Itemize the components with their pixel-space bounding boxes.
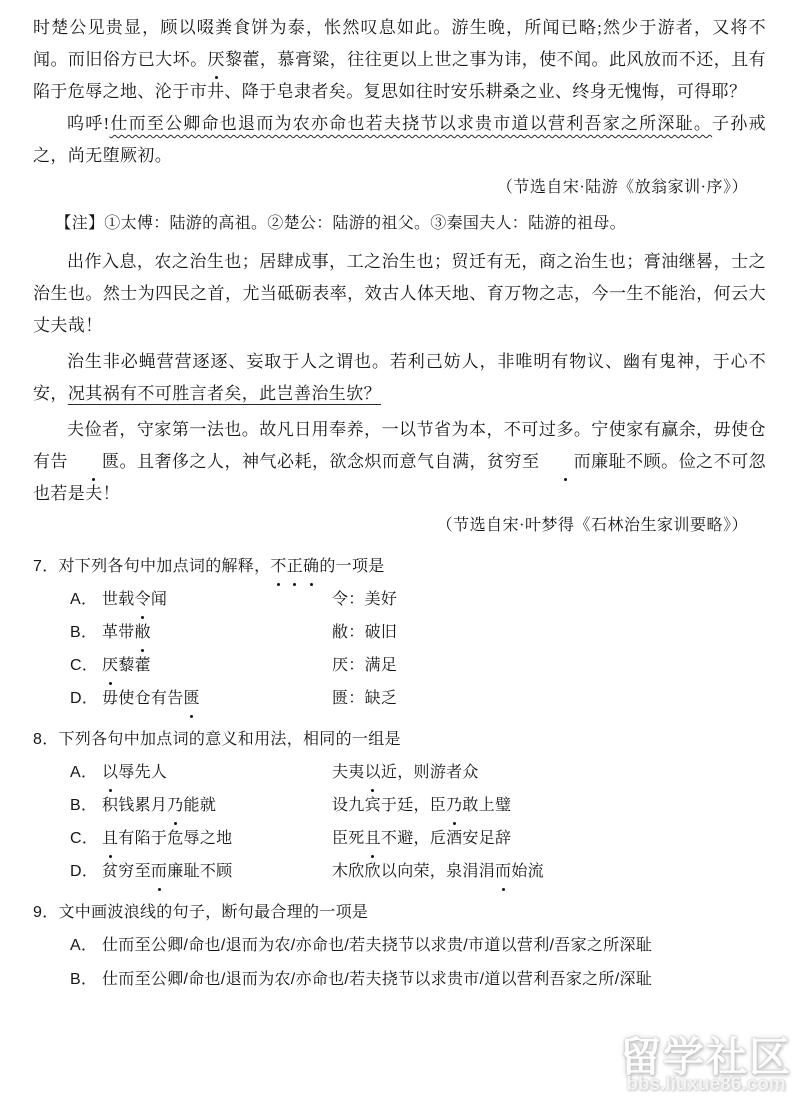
option-letter: C． (70, 830, 99, 847)
passage1-paragraph-2: 呜呼!仕而至公卿命也退而为农亦命也若夫挠节以求贵市道以营利吾家之所深耻。子孙戒之，尚无堕厥初。 (33, 114, 766, 165)
question-7-stem: 7．对下列各句中加点词的解释，不正确的一项是 (33, 551, 766, 583)
passage2-paragraph-1: 出作入息，农之治生也；居肆成事，工之治生也；贸迁有无，商之治生也；膏油继晷，士之治生也。然士为四民之首，尤当砥砺表率，效古人体天地、育万物之志，今一生不能治，何云大丈夫哉！ (33, 252, 766, 335)
option-letter: C． (70, 657, 99, 674)
watermark-logo-text: 留学社区 (620, 1034, 792, 1080)
option-phrase-left: 积钱累月乃能就 (102, 789, 332, 822)
option-phrase-left: 以辱先人 (102, 756, 332, 789)
question-8-stem: 8．下列各句中加点词的意义和用法，相同的一组是 (33, 731, 401, 748)
passage1-paragraph-1: 时楚公见贵显，顾以啜粪食饼为泰，怅然叹息如此。游生晚，所闻已略;然少于游者，又将不闻。而旧俗方已大坏。厌黎藿，慕膏粱，往往更以上世之事为讳，使不闻。此风放而不还，且有陷于危辱之地、沦于市井、降于皂隶者矣。复思如往时安乐耕桑之业、终身无愧悔，可得耶？ (33, 18, 767, 101)
watermark-url-text: bbs.liuxue86.com (626, 1074, 786, 1095)
option-phrase-left: 且有陷于危辱之地 (102, 822, 332, 855)
option-phrase: 世载令闻 (102, 583, 332, 616)
question-8-option-b (70, 789, 766, 822)
option-phrase-right: 夫夷以近，则游者众 (332, 756, 766, 789)
option-segmentation: 仕而至公卿/命也/退而为农/亦命也/若夫挠节以求贵市/道以营利吾家之所/深耻 (102, 971, 653, 988)
question-8-options (33, 756, 766, 888)
question-9-option-a (70, 929, 766, 963)
option-phrase-right: 设九宾于廷，臣乃敢上璧 (332, 789, 766, 822)
question-8 (33, 724, 766, 888)
question-9-stem: 9．文中画波浪线的句子，断句最合理的一项是 (33, 904, 369, 921)
watermark (620, 1024, 792, 1096)
option-gloss: 匮：缺乏 (332, 690, 398, 707)
option-letter: A． (70, 591, 98, 608)
question-8-option-a (70, 756, 766, 789)
option-letter: B． (70, 624, 98, 641)
question-9-option-b (70, 963, 766, 997)
option-letter: D． (70, 690, 99, 707)
option-gloss: 厌：满足 (332, 657, 398, 674)
question-7-options (33, 583, 766, 715)
passage-note: 【注】①太傅：陆游的高祖。②楚公：陆游的祖父。③秦国夫人：陆游的祖母。 (55, 215, 626, 232)
option-letter: B． (70, 971, 98, 988)
option-phrase-left: 贫穷至而廉耻不顾 (102, 855, 332, 888)
question-7-option-c (70, 649, 766, 682)
question-7-option-a (70, 583, 766, 616)
passage2-paragraph-3: 夫俭者，守家第一法也。故凡日用奉养，一以节省为本，不可过多。宁使家有赢余，毋使仓有告 匮。且奢侈之人，神气必耗，欲念炽而意气自满，贫穷至 而廉耻不顾。俭之不可忽也若是夫！ (33, 420, 767, 503)
option-phrase: 毋使仓有告匮 (102, 682, 332, 715)
option-letter: A． (70, 937, 98, 954)
option-gloss: 令：美好 (332, 591, 398, 608)
passage-1 (33, 12, 766, 240)
question-7 (33, 551, 766, 715)
option-letter: D． (70, 863, 99, 880)
question-8-option-c (70, 822, 766, 855)
question-7-option-d (70, 682, 766, 715)
passage1-attribution: （节选自宋·陆游《放翁家训·序》） (496, 179, 748, 196)
option-letter: A． (70, 764, 98, 781)
option-phrase-right: 臣死且不避，卮酒安足辞 (332, 822, 766, 855)
question-9 (33, 897, 766, 997)
question-9-options (33, 929, 766, 997)
option-phrase-right: 木欣欣以向荣，泉涓涓而始流 (332, 855, 766, 888)
question-7-option-b (70, 616, 766, 649)
question-8-option-d (70, 855, 766, 888)
option-letter: B． (70, 797, 98, 814)
option-phrase: 厌藜藿 (102, 649, 332, 682)
passage2-attribution: （节选自宋·叶梦得《石林治生家训要略》） (436, 517, 748, 534)
passage-2 (33, 246, 766, 542)
option-segmentation: 仕而至公卿/命也/退而为农/亦命也/若夫挠节以求贵/市道以营利/吾家之所深耻 (102, 937, 653, 954)
option-gloss: 敝：破旧 (332, 624, 398, 641)
passage2-paragraph-2: 治生非必蝇营营逐逐、妄取于人之谓也。若利己妨人，非唯明有物议、幽有鬼神，于心不安，况其祸有不可胜言者矣，此岂善治生欤？ (33, 352, 766, 403)
option-phrase: 革带敝 (102, 616, 332, 649)
